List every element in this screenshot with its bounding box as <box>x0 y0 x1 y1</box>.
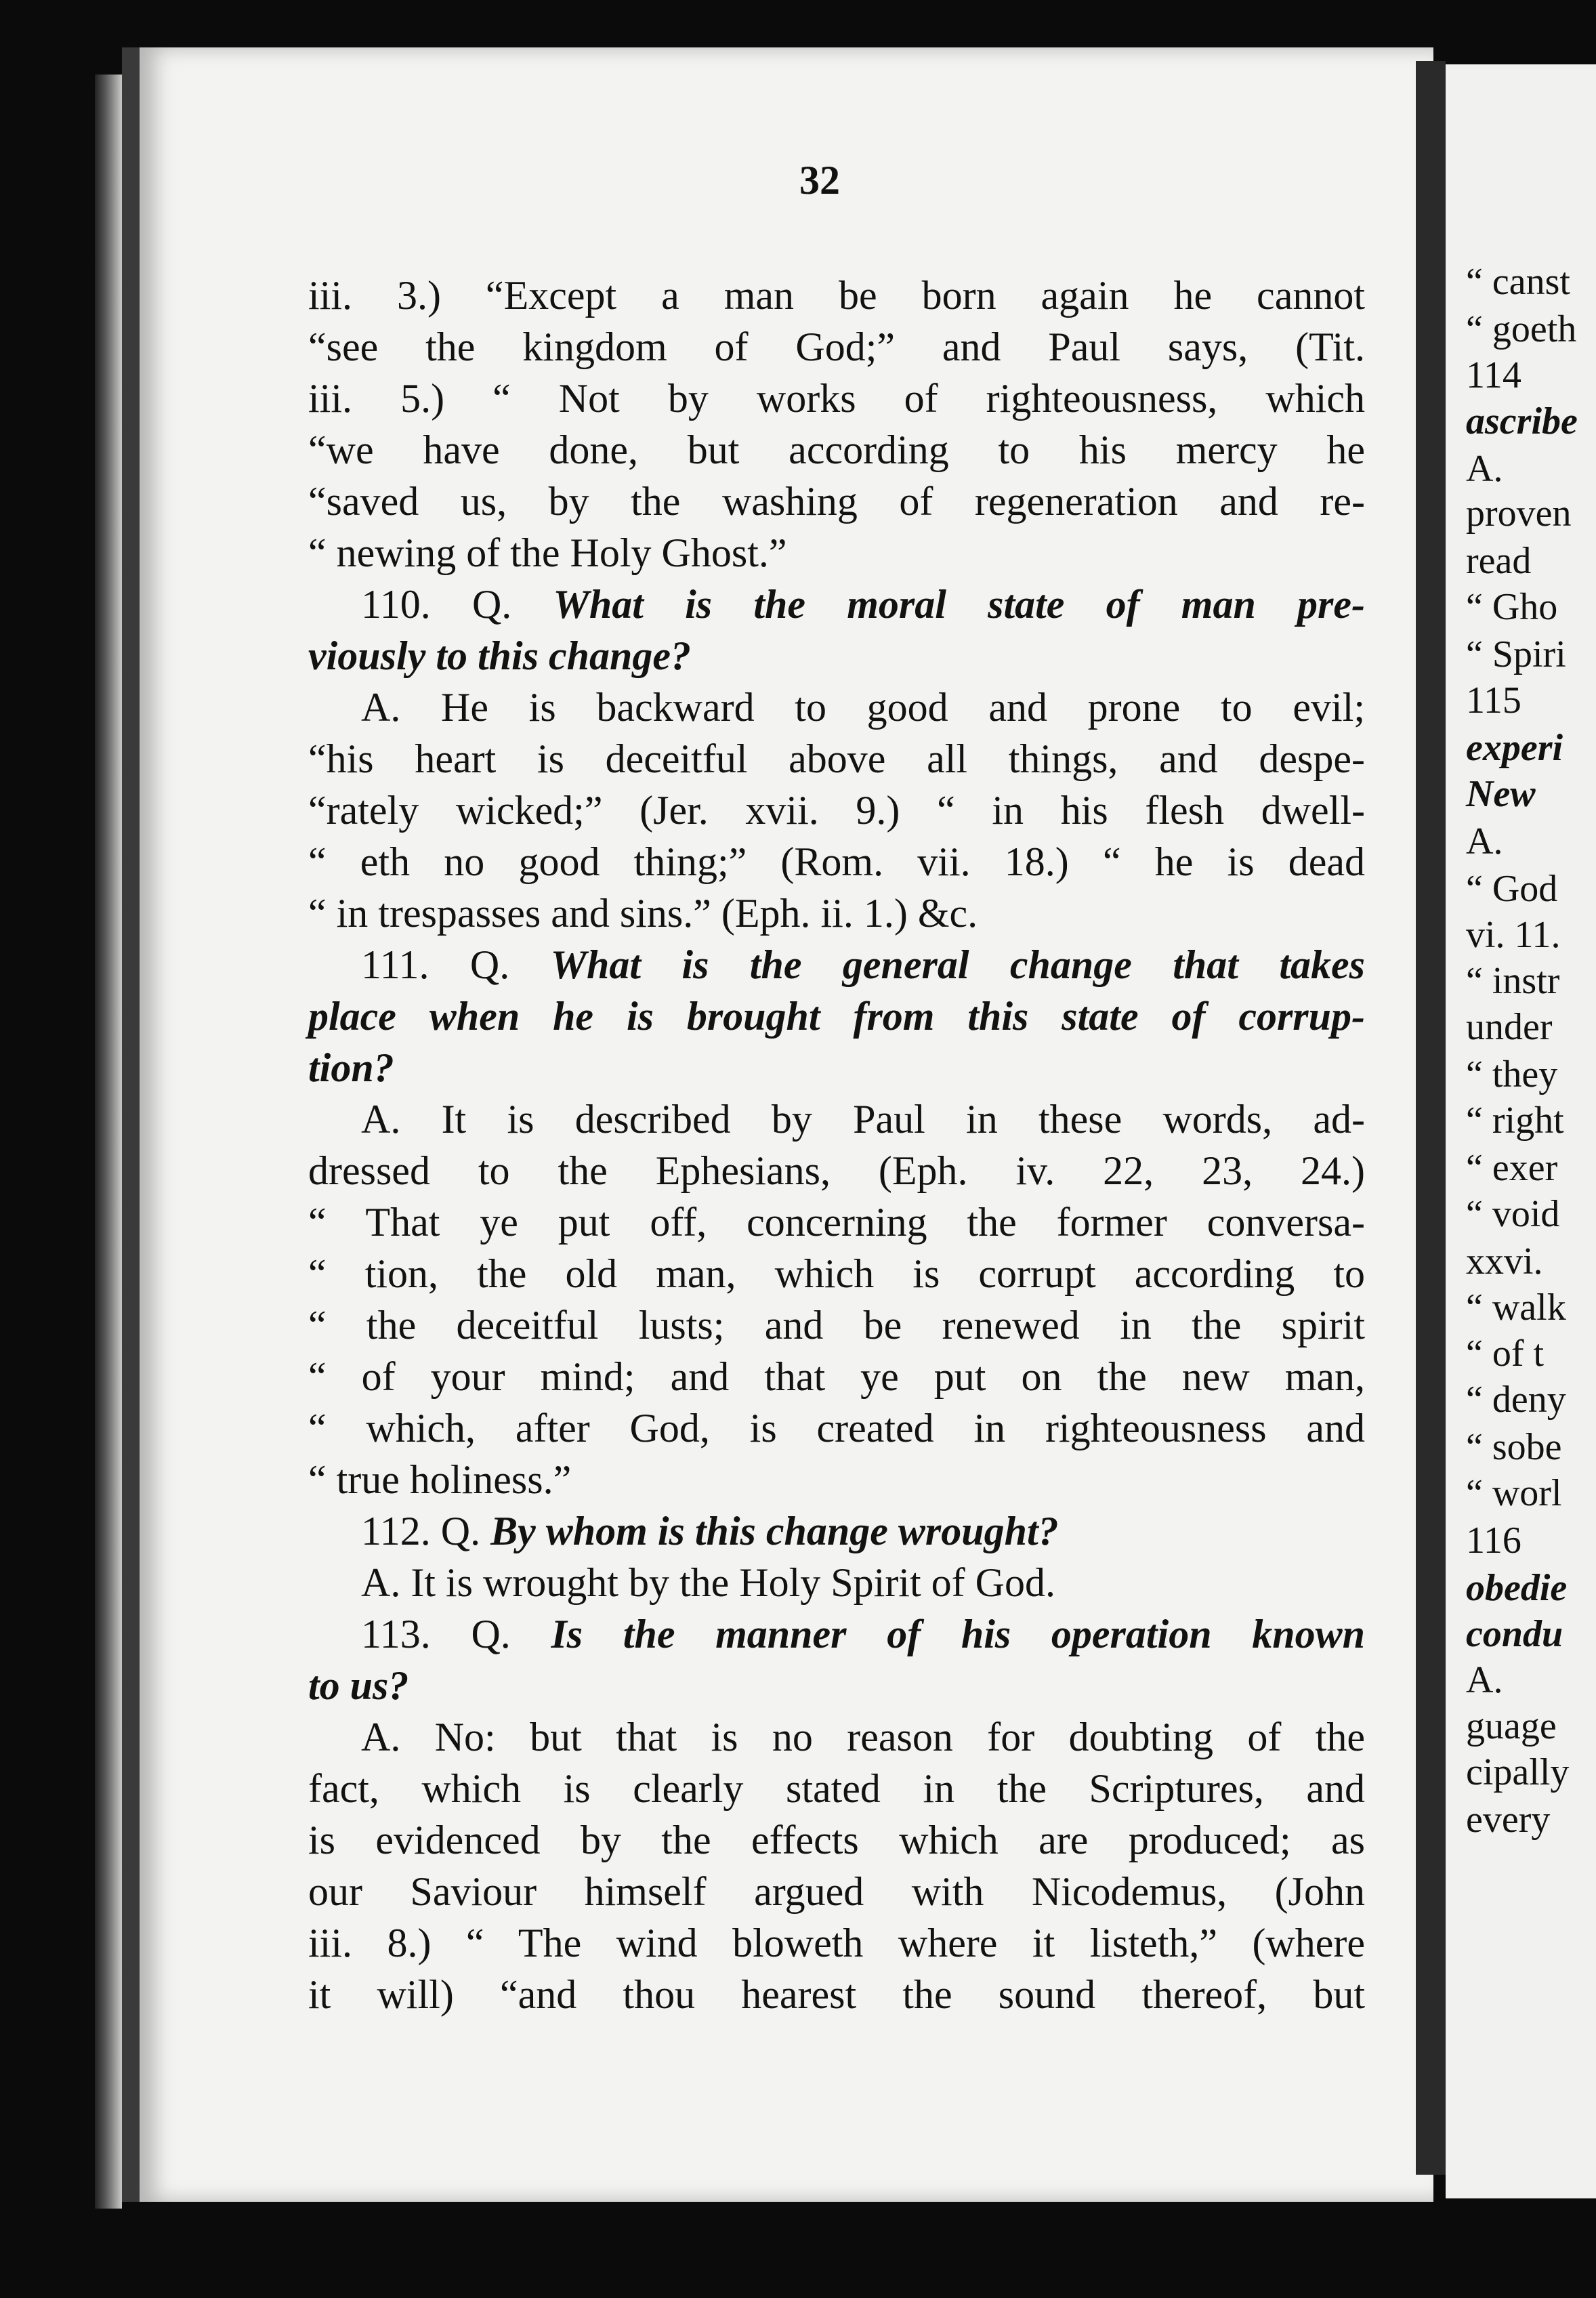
question-text: to us? <box>308 1663 409 1708</box>
right-page-line: under <box>1466 1006 1553 1048</box>
right-page-line: “ deny <box>1466 1379 1566 1421</box>
right-page-line: 115 <box>1466 680 1521 722</box>
text-line: “ eth no good thing;” (Rom. vii. 18.) “ he is dead <box>308 839 1365 884</box>
right-page-line: A. <box>1466 820 1503 862</box>
text-line: A. It is described by Paul in these words, ad- <box>361 1097 1365 1142</box>
text-line: “ in trespasses and sins.” (Eph. ii. 1.) &c. <box>308 891 978 936</box>
right-page-line: xxvi. <box>1466 1240 1543 1282</box>
right-page-line: cipally <box>1466 1751 1570 1793</box>
right-page-line: A. <box>1466 1659 1503 1701</box>
right-page-line: 114 <box>1466 354 1521 396</box>
right-page-line: “ worl <box>1466 1472 1562 1514</box>
text-line <box>308 1608 1365 1660</box>
question-text: What is the moral state of man pre- <box>553 582 1365 627</box>
right-page-line: “ canst <box>1466 261 1570 303</box>
text-line: “ newing of the Holy Ghost.” <box>308 530 787 575</box>
text-line: “ which, after God, is created in righteousness and <box>308 1406 1365 1450</box>
right-page-line: “ they <box>1466 1053 1558 1095</box>
right-page-line: proven <box>1466 493 1572 535</box>
text-line: “saved us, by the washing of regeneration and re- <box>308 479 1365 524</box>
question-text: Is the manner of his operation known <box>551 1612 1365 1656</box>
right-page-line: “ instr <box>1466 960 1560 1002</box>
question-number: 113. Q. <box>361 1612 551 1656</box>
right-page-line: vi. 11. <box>1466 914 1561 956</box>
left-page-text-block <box>308 270 1365 2020</box>
text-line: “ tion, the old man, which is corrupt according to <box>308 1251 1365 1296</box>
text-line: is evidenced by the effects which are produced; as <box>308 1818 1365 1862</box>
text-line: it will) “and thou hearest the sound thereof, but <box>308 1972 1365 2017</box>
text-line: dressed to the Ephesians, (Eph. iv. 22, 23, 24.) <box>308 1148 1365 1193</box>
right-page-line: 116 <box>1466 1520 1521 1562</box>
text-line: “his heart is deceitful above all things, and despe- <box>308 736 1365 781</box>
right-page-line: experi <box>1466 727 1563 769</box>
question-text: By whom is this change wrought? <box>490 1509 1059 1553</box>
page-number: 32 <box>799 158 840 203</box>
right-page <box>1446 64 1596 2198</box>
right-page-line: “ sobe <box>1466 1426 1562 1468</box>
right-page-line: “ exer <box>1466 1147 1558 1189</box>
text-line: A. No: but that is no reason for doubting of the <box>361 1715 1365 1759</box>
right-page-line: A. <box>1466 448 1503 490</box>
text-line <box>308 579 1365 630</box>
question-text: tion? <box>308 1045 394 1090</box>
text-line: iii. 5.) “ Not by works of righteousness, which <box>308 376 1365 421</box>
text-line: “ the deceitful lusts; and be renewed in the spirit <box>308 1303 1365 1348</box>
right-page-line: “ right <box>1466 1100 1564 1142</box>
text-line <box>308 1505 1365 1557</box>
question-number: 110. Q. <box>361 582 553 627</box>
text-line: “we have done, but according to his mercy he <box>308 427 1365 472</box>
question-number: 111. Q. <box>361 942 551 987</box>
right-page-line: ascribe <box>1466 400 1578 442</box>
right-page-line: New <box>1466 773 1536 815</box>
question-text: What is the general change that takes <box>550 942 1365 987</box>
right-page-line: “ Gho <box>1466 586 1558 628</box>
text-line: “rately wicked;” (Jer. xvii. 9.) “ in his flesh dwell- <box>308 788 1365 833</box>
text-line: iii. 3.) “Except a man be born again he cannot <box>308 273 1365 318</box>
text-line: A. He is backward to good and prone to evil; <box>361 685 1365 730</box>
text-line: “ true holiness.” <box>308 1457 572 1502</box>
text-line <box>308 990 1365 1042</box>
question-number: 112. Q. <box>361 1509 491 1553</box>
text-line: our Saviour himself argued with Nicodemus, (John <box>308 1869 1365 1914</box>
right-page-line: guage <box>1466 1705 1557 1747</box>
right-page-line: every <box>1466 1799 1551 1841</box>
text-line <box>308 1660 1365 1711</box>
right-page-line: “ goeth <box>1466 308 1577 350</box>
text-line <box>308 630 1365 682</box>
right-page-line: obedie <box>1466 1567 1568 1609</box>
right-page-line: “ God <box>1466 868 1558 910</box>
text-line: fact, which is clearly stated in the Scriptures, and <box>308 1766 1365 1811</box>
right-page-line: “ void <box>1466 1193 1560 1235</box>
text-line: A. It is wrought by the Holy Spirit of God. <box>361 1560 1055 1605</box>
text-line: iii. 8.) “ The wind bloweth where it listeth,” (where <box>308 1921 1365 1965</box>
text-line: “ of your mind; and that ye put on the new man, <box>308 1354 1365 1399</box>
right-page-line: read <box>1466 540 1532 582</box>
question-text: viously to this change? <box>308 633 692 678</box>
text-line <box>308 939 1365 990</box>
right-page-line: condu <box>1466 1613 1563 1655</box>
text-line: “ That ye put off, concerning the former conversa- <box>308 1200 1365 1245</box>
text-line <box>308 1042 1365 1093</box>
right-page-line: “ Spiri <box>1466 633 1566 675</box>
book-spine <box>1416 61 1446 2175</box>
question-text: place when he is brought from this state of corrup- <box>308 994 1365 1039</box>
right-page-line: “ walk <box>1466 1287 1566 1329</box>
text-line: “see the kingdom of God;” and Paul says, (Tit. <box>308 325 1365 369</box>
page-edge-shadow <box>95 75 122 2209</box>
right-page-line: “ of t <box>1466 1333 1545 1375</box>
